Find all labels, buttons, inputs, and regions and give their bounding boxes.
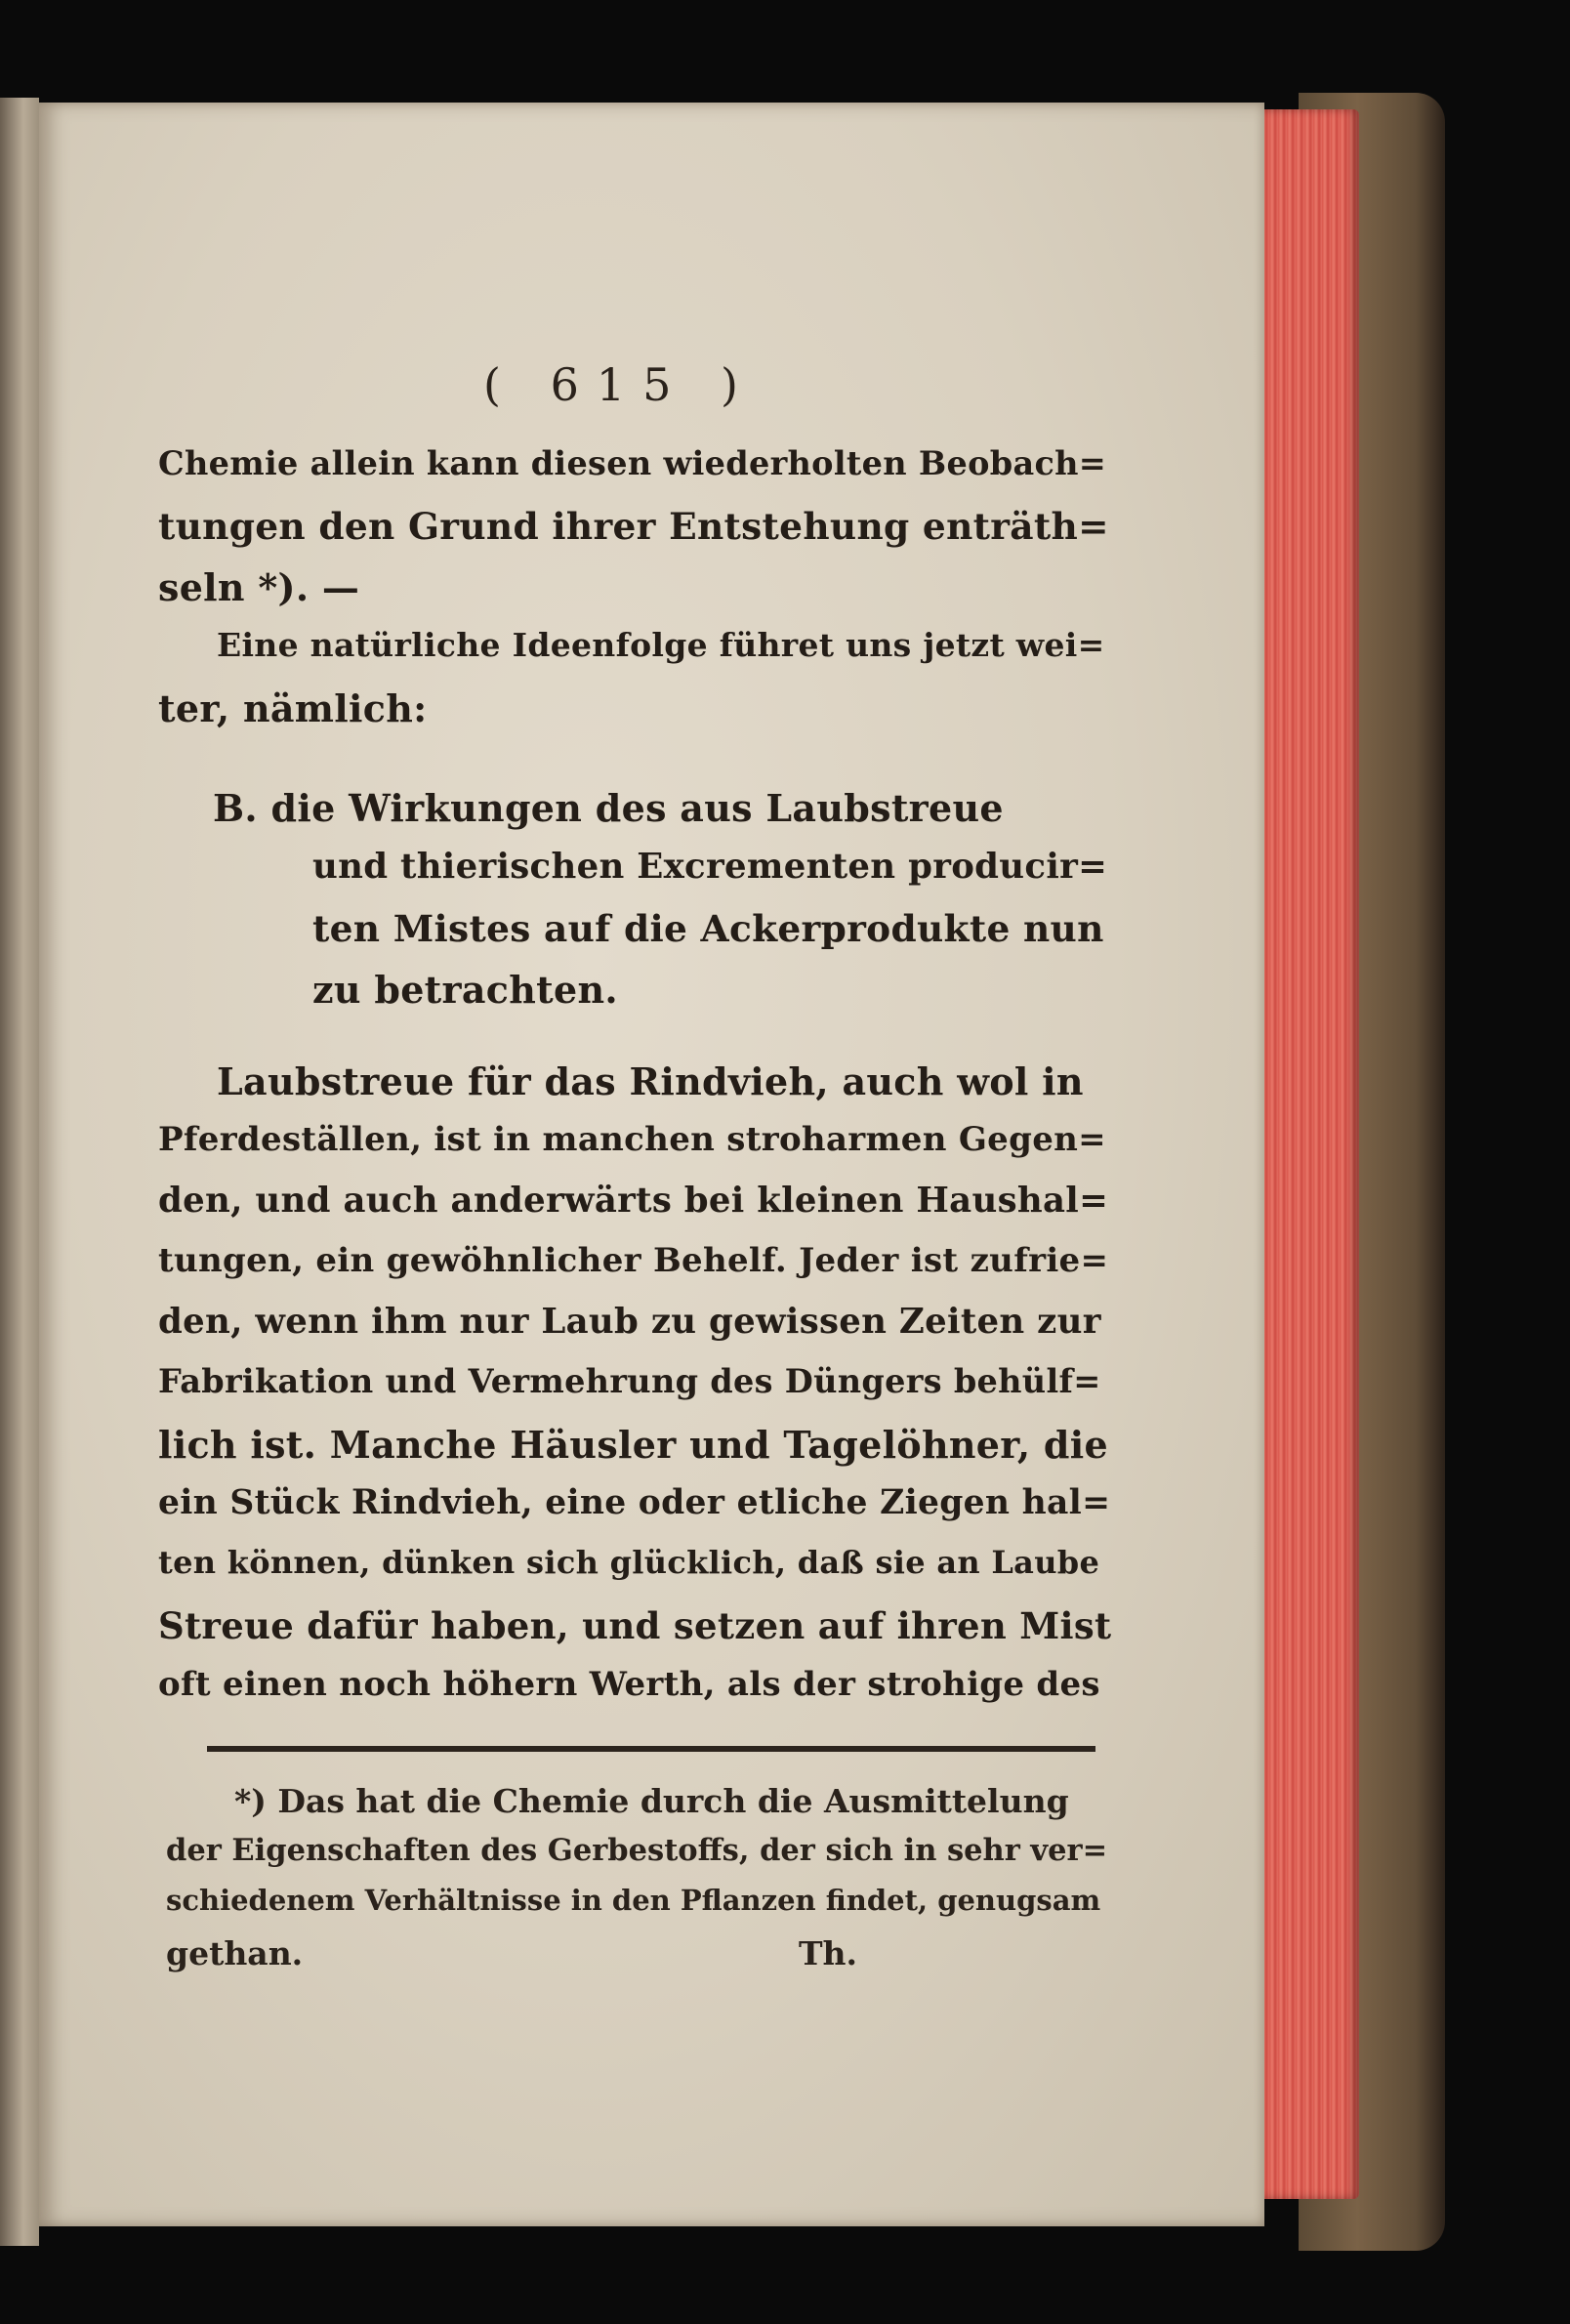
body-line: den, und auch anderwärts bei kleinen Haushal=: [158, 1181, 1109, 1221]
body-line: ten können, dünken sich glücklich, daß sie an Laube: [158, 1544, 1100, 1581]
footnote-signature: Th.: [799, 1934, 858, 1972]
book-page: [39, 103, 1264, 2226]
page-number: ( 615 ): [483, 358, 756, 411]
section-heading-line: und thierischen Excrementen producir=: [312, 847, 1108, 887]
body-line: tungen den Grund ihrer Entstehung enträth=: [158, 505, 1109, 548]
body-line: Laubstreue für das Rindvieh, auch wol in: [217, 1059, 1084, 1103]
body-line: Pferdeställen, ist in manchen stroharmen Gegen=: [158, 1120, 1106, 1159]
footnote-divider: [207, 1746, 1095, 1752]
body-line: seln *). —: [158, 565, 360, 609]
body-line: Fabrikation und Vermehrung des Düngers behülf=: [158, 1362, 1101, 1400]
footnote-line: schiedenem Verhältnisse in den Pflanzen findet, genugsam: [166, 1884, 1101, 1917]
footnote-line: *) Das hat die Chemie durch die Ausmittelung: [234, 1782, 1069, 1820]
page-edges: [1252, 109, 1359, 2199]
footnote-line: gethan.: [166, 1934, 304, 1972]
previous-page-edge: [0, 98, 39, 2246]
section-heading-line: ten Mistes auf die Ackerprodukte nun: [312, 907, 1104, 950]
section-heading-line: B. die Wirkungen des aus Laubstreue: [213, 786, 1004, 830]
body-line: lich ist. Manche Häusler und Tagelöhner, die: [158, 1423, 1108, 1467]
body-line: Eine natürliche Ideenfolge führet uns jetzt wei=: [217, 626, 1105, 664]
footnote-line: der Eigenschaften des Gerbestoffs, der sich in sehr ver=: [166, 1833, 1108, 1868]
body-line: Chemie allein kann diesen wiederholten Beobach=: [158, 444, 1107, 482]
body-line: Streue dafür haben, und setzen auf ihren Mist: [158, 1604, 1112, 1647]
body-line: ter, nämlich:: [158, 686, 428, 730]
body-line: den, wenn ihm nur Laub zu gewissen Zeiten zur: [158, 1302, 1101, 1342]
body-line: tungen, ein gewöhnlicher Behelf. Jeder ist zufrie=: [158, 1241, 1109, 1280]
body-line: oft einen noch höhern Werth, als der strohige des: [158, 1665, 1100, 1704]
section-heading-line: zu betrachten.: [312, 968, 618, 1012]
body-line: ein Stück Rindvieh, eine oder etliche Ziegen hal=: [158, 1483, 1111, 1522]
